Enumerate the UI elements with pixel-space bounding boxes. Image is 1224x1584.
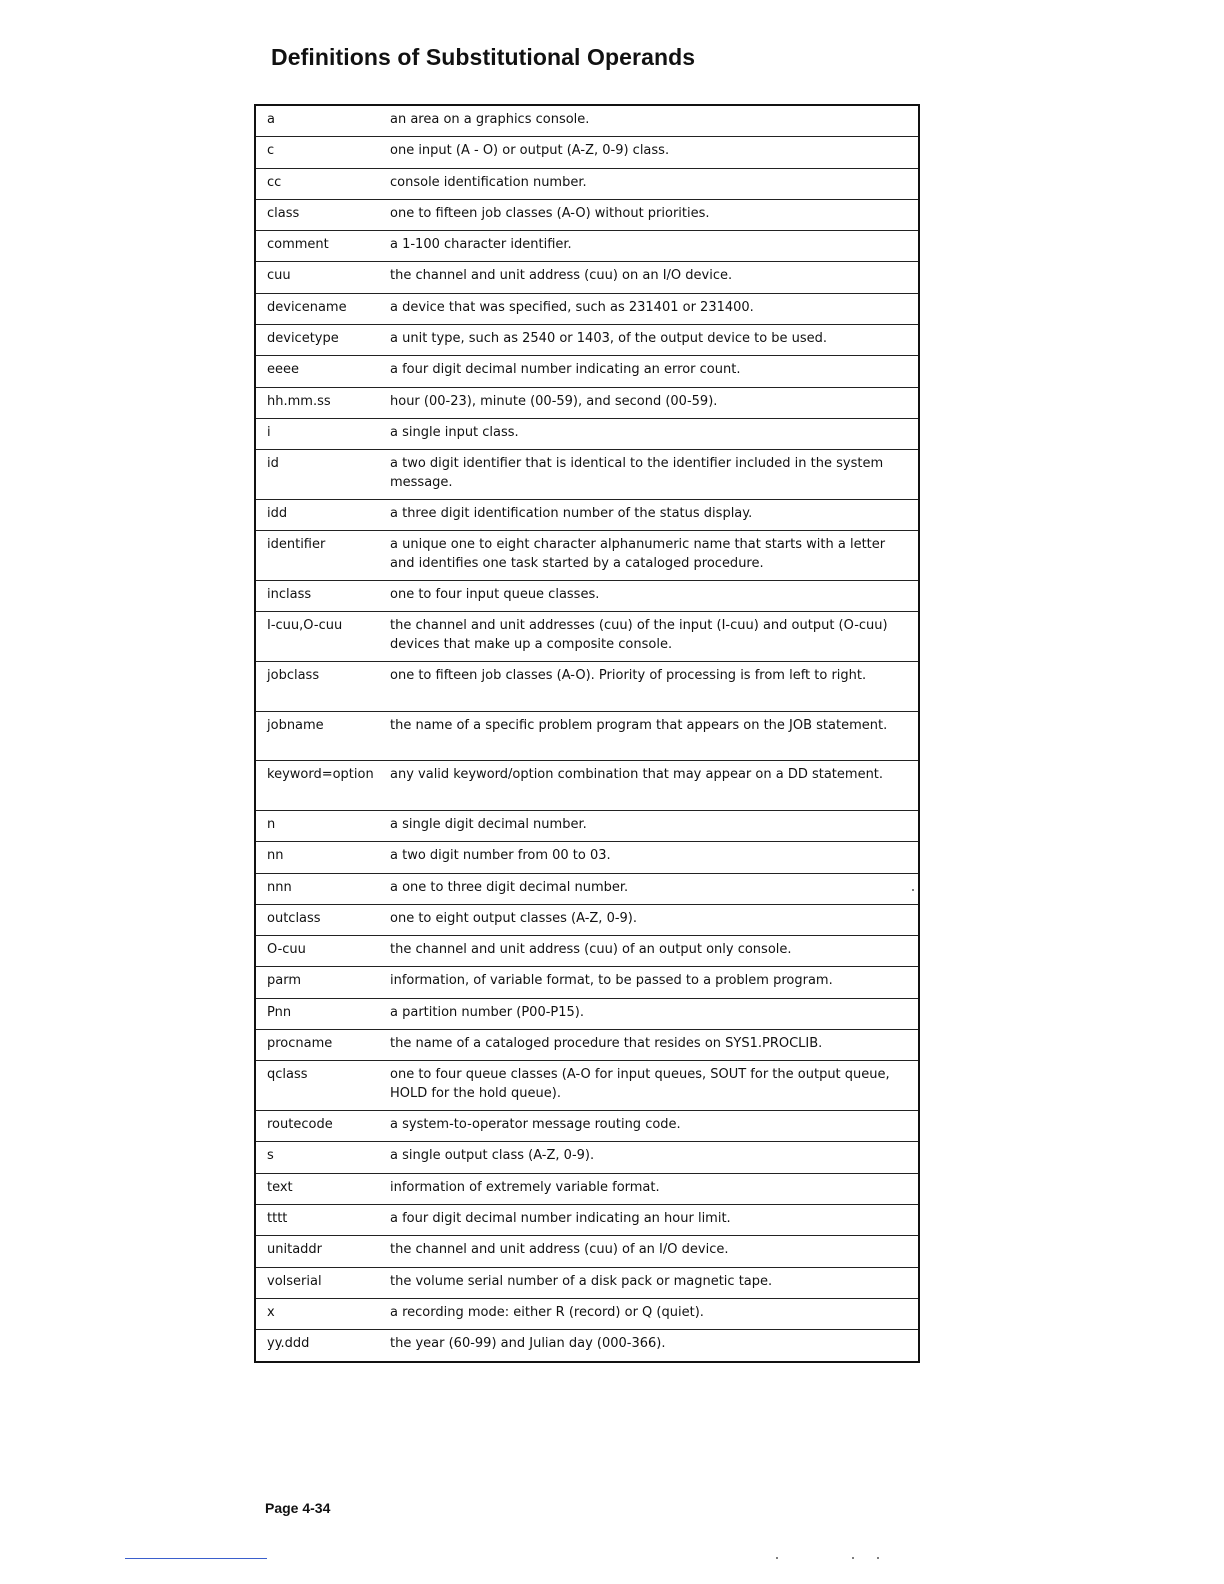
operand-term: eeee (267, 362, 299, 378)
definition-row-i (256, 419, 918, 450)
operand-definition: one to fifteen job classes (A-O). Priority of processing is from left to right. (390, 667, 867, 683)
operand-definition: one to eight output classes (A-Z, 0-9). (390, 910, 637, 926)
definition-row-qclass (256, 1061, 918, 1111)
operand-definition: a unit type, such as 2540 or 1403, of the output device to be used. (390, 331, 828, 347)
operand-term: tttt (267, 1210, 288, 1226)
definition-row-yy-ddd (256, 1330, 918, 1361)
definition-row-pnn (256, 999, 918, 1030)
operand-term: parm (267, 973, 301, 989)
definition-row-s (256, 1142, 918, 1173)
operand-term: i (267, 424, 271, 440)
operand-term: Pnn (267, 1004, 292, 1020)
operand-definition: a one to three digit decimal number. (390, 879, 629, 895)
scan-artifact-line (125, 1558, 267, 1559)
operand-definition: a recording mode: either R (record) or Q (quiet). (390, 1304, 704, 1320)
operand-definition: a device that was specified, such as 231401 or 231400. (390, 299, 754, 315)
definition-row-cuu (256, 262, 918, 293)
operand-term: a (267, 112, 275, 127)
operand-term: text (267, 1179, 293, 1195)
operand-definition: a four digit decimal number indicating an hour limit. (390, 1210, 731, 1226)
operand-definition: the year (60-99) and Julian day (000-366). (390, 1336, 666, 1352)
operand-definition: a single input class. (390, 424, 519, 440)
definition-row-jobclass (256, 662, 918, 712)
operand-term: nnn (267, 879, 292, 895)
definition-row-tttt (256, 1205, 918, 1236)
operand-term: nn (267, 848, 284, 864)
operand-definition: the name of a specific problem program that appears on the JOB statement. (390, 717, 888, 733)
operand-definition: a unique one to eight character alphanumeric name that starts with a letter and identifies one task started by a cataloged procedure. (390, 537, 886, 571)
operand-definition: a partition number (P00-P15). (390, 1004, 585, 1020)
definition-row-eeee (256, 356, 918, 387)
definition-row-id (256, 450, 918, 500)
operand-definition: the channel and unit address (cuu) of an output only console. (390, 942, 792, 958)
operand-term: volserial (267, 1273, 322, 1289)
definition-row-comment (256, 231, 918, 262)
operand-definition: console identification number. (390, 174, 587, 190)
definition-row-devicename (256, 294, 918, 325)
operand-definition: a four digit decimal number indicating an error count. (390, 362, 741, 378)
operand-term: comment (267, 237, 329, 253)
scan-speck (877, 1557, 879, 1559)
definition-row-identifier (256, 531, 918, 581)
definition-row-o-cuu (256, 936, 918, 967)
operand-term: keyword=option (267, 767, 374, 783)
operand-definition: a two digit identifier that is identical to the identifier included in the system message. (390, 456, 884, 490)
operand-definition: information of extremely variable format. (390, 1179, 660, 1195)
operand-term: procname (267, 1036, 333, 1052)
operand-definition: one input (A - O) or output (A-Z, 0-9) class. (390, 143, 670, 159)
operand-term: s (267, 1148, 274, 1164)
definition-row-cc (256, 169, 918, 200)
operand-definition: any valid keyword/option combination that may appear on a DD statement. (390, 767, 884, 783)
operand-term: hh.mm.ss (267, 393, 331, 409)
scan-speck (776, 1557, 778, 1559)
operand-definition: hour (00-23), minute (00-59), and second (00-59). (390, 393, 718, 409)
definition-row-i-cuu-o-cuu (256, 612, 918, 662)
page-number: Page 4-34 (265, 1500, 331, 1516)
operand-term: devicetype (267, 331, 339, 347)
definition-row-class (256, 200, 918, 231)
operand-definition: the volume serial number of a disk pack or magnetic tape. (390, 1273, 773, 1289)
definition-row-parm (256, 967, 918, 998)
definition-row-unitaddr (256, 1236, 918, 1267)
operand-term: inclass (267, 586, 312, 602)
definition-row-nn (256, 842, 918, 873)
definition-row-inclass (256, 581, 918, 612)
operand-term: cuu (267, 268, 291, 284)
operand-term: O-cuu (267, 942, 306, 958)
operand-definition: a two digit number from 00 to 03. (390, 848, 611, 864)
operand-term: outclass (267, 910, 321, 926)
scan-speck (852, 1557, 854, 1559)
definition-row-jobname (256, 712, 918, 762)
operand-term: c (267, 143, 275, 159)
operand-term: id (267, 456, 279, 472)
definition-row-x (256, 1299, 918, 1330)
operand-term: x (267, 1304, 275, 1320)
operand-definition: the channel and unit address (cuu) of an I/O device. (390, 1242, 729, 1258)
operand-term: class (267, 205, 300, 221)
operand-term: I-cuu,O-cuu (267, 618, 343, 634)
operand-definition: information, of variable format, to be passed to a problem program. (390, 973, 833, 989)
operand-term: jobname (267, 717, 324, 733)
definition-row-routecode (256, 1111, 918, 1142)
operand-term: qclass (267, 1067, 308, 1083)
definition-row-c (256, 137, 918, 168)
scan-speck (912, 889, 914, 891)
operand-term: n (267, 816, 276, 832)
operand-definition: one to four input queue classes. (390, 586, 600, 602)
definition-row-devicetype (256, 325, 918, 356)
operand-definition: a single output class (A-Z, 0-9). (390, 1148, 595, 1164)
definition-row-hh-mm-ss (256, 388, 918, 419)
operand-term: identifier (267, 537, 326, 553)
definition-row-nnn (256, 874, 918, 905)
operand-term: devicename (267, 299, 347, 315)
operand-definition: a 1-100 character identifier. (390, 237, 572, 253)
definitions-table (254, 104, 920, 1363)
operand-term: cc (267, 174, 282, 190)
definition-row-n (256, 811, 918, 842)
definition-row-idd (256, 500, 918, 531)
operand-term: unitaddr (267, 1242, 323, 1258)
operand-definition: the name of a cataloged procedure that resides on SYS1.PROCLIB. (390, 1036, 823, 1052)
definition-row-outclass (256, 905, 918, 936)
page-title: Definitions of Substitutional Operands (271, 44, 696, 70)
operand-definition: an area on a graphics console. (390, 112, 590, 127)
operand-definition: one to fifteen job classes (A-O) without priorities. (390, 205, 710, 221)
operand-definition: a system-to-operator message routing code. (390, 1117, 681, 1133)
definition-row-text (256, 1174, 918, 1205)
definition-row-volserial (256, 1268, 918, 1299)
operand-term: idd (267, 505, 288, 521)
operand-definition: the channel and unit addresses (cuu) of the input (I-cuu) and output (O-cuu) devices that make up a composite console. (390, 618, 888, 652)
operand-definition: one to four queue classes (A-O for input queues, SOUT for the output queue, HOLD for the hold queue). (390, 1067, 890, 1101)
operand-term: routecode (267, 1117, 333, 1133)
operand-definition: a three digit identification number of the status display. (390, 505, 753, 521)
definition-row-procname (256, 1030, 918, 1061)
definition-row-keyword-option (256, 761, 918, 811)
definition-row-a (256, 106, 918, 137)
operand-definition: the channel and unit address (cuu) on an I/O device. (390, 268, 733, 284)
operand-definition: a single digit decimal number. (390, 816, 587, 832)
operand-term: yy.ddd (267, 1336, 310, 1352)
operand-term: jobclass (267, 667, 320, 683)
